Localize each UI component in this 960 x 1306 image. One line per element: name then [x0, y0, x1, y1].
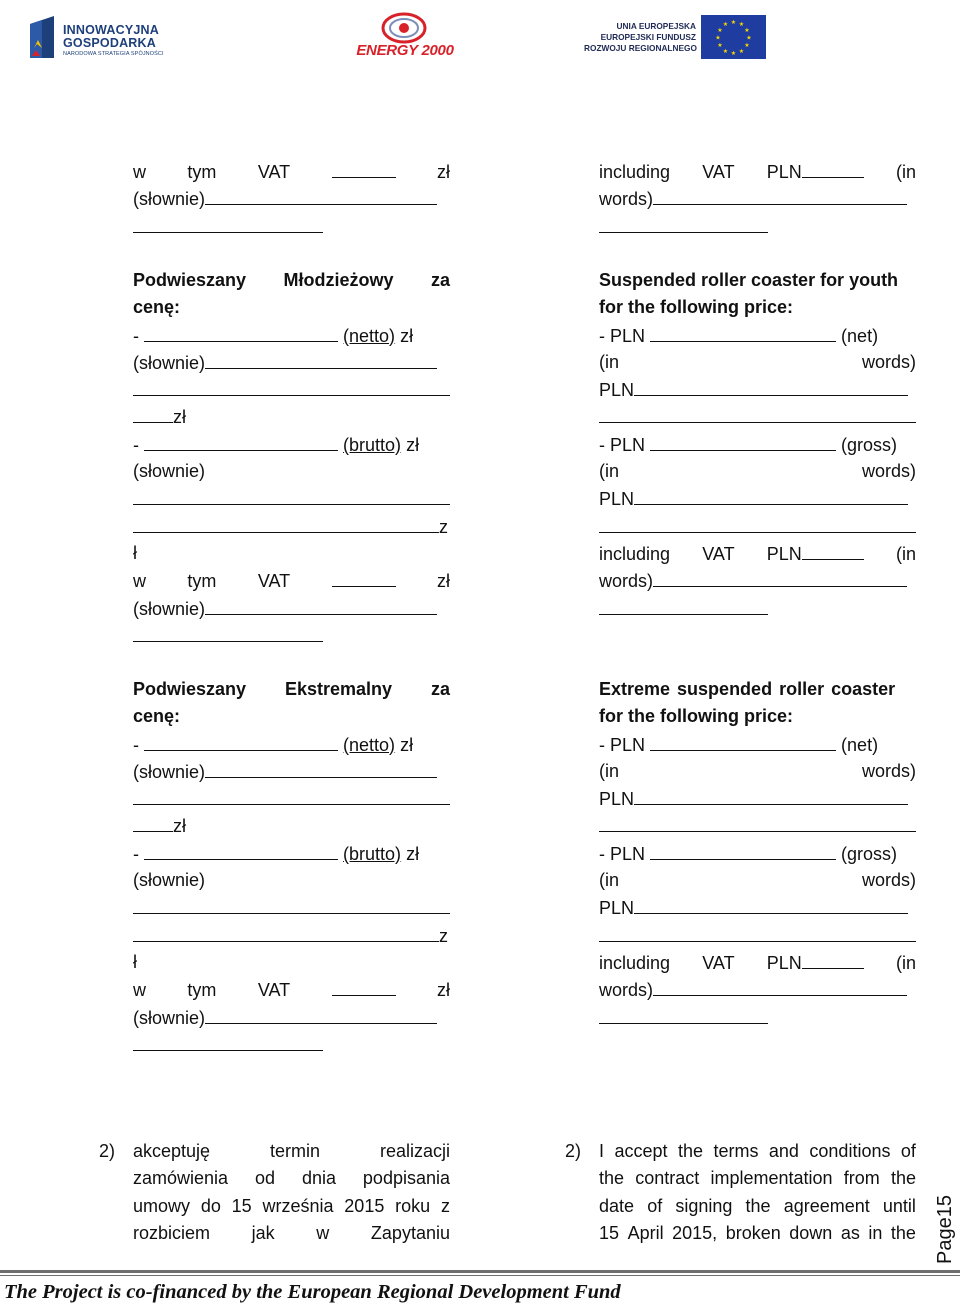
- svg-text:★: ★: [744, 27, 750, 34]
- zl-word: zł: [436, 980, 450, 1001]
- footer-funding-note: The Project is co-financed by the European Regional Development Fund: [4, 1281, 621, 1303]
- eu-flag-icon: [701, 15, 766, 59]
- footer-rule-thick: [0, 1270, 960, 1273]
- extreme-heading-line1: [599, 676, 916, 703]
- pln-word: PLN: [599, 789, 635, 810]
- text-word: terms: [713, 1141, 759, 1161]
- gross-label: (gross): [841, 843, 898, 864]
- text-word: signing: [675, 1195, 733, 1216]
- pln-word: PLN: [599, 380, 635, 401]
- slownie-label: (słownie): [133, 870, 206, 891]
- text-word: roku: [395, 1195, 431, 1216]
- heading-word: Ekstremalny: [284, 679, 393, 699]
- extreme-price-right: [599, 676, 916, 1031]
- zl-word: zł: [406, 843, 420, 864]
- l-letter: ł: [133, 951, 137, 972]
- youth-price-right: [599, 267, 916, 622]
- net-words-blank-cont[interactable]: [599, 812, 916, 832]
- slownie-label: (słownie): [133, 189, 206, 210]
- in-word: (in: [895, 952, 916, 973]
- vat-words-blank[interactable]: [653, 976, 907, 996]
- text-word: of: [647, 1195, 663, 1216]
- vat-words-blank-cont[interactable]: [599, 213, 768, 233]
- extreme-heading-text: Extreme suspended roller coaster: [599, 679, 896, 699]
- vat-words-blank-cont[interactable]: [133, 213, 323, 233]
- page-number-text: Page15: [934, 1195, 956, 1264]
- gross-amount-blank[interactable]: [650, 840, 836, 860]
- pln-prefix: - PLN: [599, 325, 646, 346]
- text-word: and: [768, 1141, 799, 1161]
- gross-words-blank-cont[interactable]: [599, 922, 916, 942]
- words-word: words): [861, 351, 916, 372]
- text-word: termin: [270, 1141, 321, 1161]
- vat-amount-blank[interactable]: [332, 976, 396, 996]
- vat-words-blank[interactable]: [205, 185, 437, 205]
- text-word: I: [599, 1141, 605, 1161]
- dash: -: [133, 734, 139, 755]
- text-word: the: [890, 1168, 916, 1189]
- pln-prefix: - PLN: [599, 434, 646, 455]
- svg-text:★: ★: [738, 21, 745, 28]
- svg-text:★: ★: [717, 27, 723, 34]
- eu-logo-text: [584, 21, 696, 54]
- heading-word: cenę:: [133, 297, 181, 318]
- text-word: 2015: [344, 1195, 385, 1216]
- w-word: w: [133, 571, 146, 592]
- z-letter: z: [439, 925, 448, 946]
- words-word: words): [861, 461, 916, 482]
- text-word: the: [890, 1222, 916, 1243]
- vat-words-blank[interactable]: [205, 595, 437, 615]
- tym-word: tym: [187, 162, 217, 182]
- text-word: contract: [635, 1168, 700, 1189]
- extreme-price-left: [133, 676, 450, 1058]
- item2-right: [565, 1138, 916, 1247]
- energy-ring-icon: [380, 12, 428, 44]
- text-word: conditions: [809, 1141, 891, 1161]
- text-word: of: [900, 1141, 916, 1161]
- eu-logo-line1: UNIA EUROPEJSKA: [616, 21, 696, 31]
- vat-words-blank[interactable]: [653, 185, 907, 205]
- gross-amount-blank[interactable]: [144, 840, 338, 860]
- gross-words-blank[interactable]: [133, 485, 450, 505]
- zl-word: zł: [436, 571, 450, 592]
- text-word: akceptuję: [133, 1141, 211, 1161]
- netto-label: (netto): [343, 734, 396, 755]
- svg-text:★: ★: [730, 19, 737, 26]
- gross-words-blank[interactable]: [634, 894, 908, 914]
- innowacyjna-gospodarka-logo: [28, 14, 168, 60]
- in-word: (in: [599, 351, 620, 372]
- youth-price-left: [133, 267, 450, 649]
- text-word: 15: [231, 1195, 252, 1216]
- text-word: dnia: [301, 1168, 336, 1189]
- pln-word: PLN: [766, 543, 802, 564]
- heading-word: za: [430, 679, 450, 699]
- net-words-blank-cont[interactable]: [133, 376, 450, 396]
- text-word: as: [840, 1222, 860, 1243]
- net-amount-blank[interactable]: [144, 731, 338, 751]
- text-word: the: [745, 1195, 771, 1216]
- net-words-blank[interactable]: [634, 785, 908, 805]
- zl-word: zł: [436, 162, 450, 182]
- vat-word: VAT: [257, 162, 291, 182]
- gross-amount-blank[interactable]: [650, 431, 836, 451]
- gross-words-blank[interactable]: [133, 894, 450, 914]
- top-vat-right: [599, 158, 916, 240]
- slownie-label: (słownie): [133, 761, 206, 782]
- w-word: w: [133, 980, 146, 1001]
- zl-word: zł: [400, 325, 414, 346]
- svg-text:★: ★: [730, 50, 737, 57]
- innowacyjna-gospodarka-emblem-icon: [28, 14, 56, 60]
- pln-word: PLN: [766, 952, 802, 973]
- heading-word: Młodzieżowy: [283, 270, 394, 290]
- including-word: including: [599, 952, 671, 973]
- logo-ig-line1: INNOWACYJNA: [63, 23, 159, 37]
- words-label: words): [599, 980, 654, 1001]
- text-word: do: [200, 1195, 221, 1216]
- vat-pln-blank[interactable]: [802, 949, 864, 969]
- text-word: broken: [725, 1222, 781, 1243]
- slownie-label: (słownie): [133, 598, 206, 619]
- youth-heading-line2: for the following price:: [599, 297, 793, 318]
- including-word: including: [599, 543, 671, 564]
- vat-pln-blank[interactable]: [802, 540, 864, 560]
- text-word: w: [316, 1222, 330, 1243]
- text-word: od: [254, 1168, 276, 1189]
- vat-pln-blank[interactable]: [802, 158, 864, 178]
- vat-words-blank-cont[interactable]: [133, 1031, 323, 1051]
- gross-label: (gross): [841, 434, 898, 455]
- text-word: Zapytaniu: [370, 1222, 450, 1243]
- words-word: words): [861, 760, 916, 781]
- top-vat-left: [133, 158, 450, 240]
- vat-words-blank-cont[interactable]: [599, 1004, 768, 1024]
- page-number: [924, 1196, 960, 1266]
- item-number: 2): [565, 1141, 582, 1161]
- text-word: 15: [599, 1222, 620, 1243]
- text-word: in: [868, 1222, 883, 1243]
- eu-logo-line2: EUROPEJSKI FUNDUSZ: [600, 32, 696, 42]
- net-words-blank[interactable]: [205, 758, 437, 778]
- pln-prefix: - PLN: [599, 843, 646, 864]
- in-word: (in: [599, 760, 620, 781]
- tym-word: tym: [187, 571, 217, 592]
- text-word: April: [627, 1222, 664, 1243]
- words-label: words): [599, 571, 654, 592]
- text-word: z: [440, 1195, 450, 1216]
- net-amount-blank[interactable]: [650, 731, 836, 751]
- text-word: date: [599, 1195, 635, 1216]
- text-word: down: [789, 1222, 833, 1243]
- net-label: (net): [841, 325, 879, 346]
- w-word: w: [133, 162, 146, 182]
- energy-2000-logo: [352, 12, 458, 60]
- text-word: from: [843, 1168, 880, 1189]
- heading-word: cenę:: [133, 706, 181, 727]
- in-word: (in: [599, 870, 620, 891]
- eu-fund-logo: [584, 14, 766, 60]
- gross-words-blank-cont[interactable]: [599, 513, 916, 533]
- text-word: agreement: [783, 1195, 870, 1216]
- net-amount-blank[interactable]: [650, 322, 836, 342]
- vat-amount-blank[interactable]: [332, 567, 396, 587]
- text-word: accept: [614, 1141, 668, 1161]
- zl-word: zł: [406, 434, 420, 455]
- svg-text:★: ★: [744, 42, 750, 49]
- slownie-label: (słownie): [133, 352, 206, 373]
- text-word: jak: [251, 1222, 275, 1243]
- logo-ig-line2: GOSPODARKA: [63, 36, 156, 50]
- text-word: implementation: [710, 1168, 833, 1189]
- text-word: realizacji: [379, 1141, 450, 1161]
- footer-rule-thin: [0, 1275, 960, 1276]
- net-words-blank-cont[interactable]: [599, 403, 916, 423]
- svg-text:★: ★: [746, 34, 752, 42]
- gross-amount-blank[interactable]: [144, 431, 338, 451]
- net-label: (net): [841, 734, 879, 755]
- pln-word: PLN: [766, 162, 802, 182]
- svg-text:★: ★: [722, 21, 729, 28]
- vat-words-blank[interactable]: [653, 567, 907, 587]
- heading-word: za: [430, 270, 450, 290]
- extreme-heading-line2: for the following price:: [599, 706, 793, 727]
- item-number: 2): [99, 1141, 116, 1161]
- zl-word: zł: [173, 816, 186, 837]
- vat-word: VAT: [702, 162, 735, 182]
- net-words-blank-end[interactable]: [133, 403, 173, 423]
- slownie-label: (słownie): [133, 461, 206, 482]
- pln-word: PLN: [599, 898, 635, 919]
- text-word: rozbiciem: [133, 1222, 211, 1243]
- heading-word: Podwieszany: [133, 270, 247, 290]
- in-word: (in: [599, 461, 620, 482]
- vat-words-blank-cont[interactable]: [133, 622, 323, 642]
- net-words-blank-end[interactable]: [133, 812, 173, 832]
- words-word: words): [861, 870, 916, 891]
- vat-amount-blank[interactable]: [332, 158, 396, 178]
- vat-words-blank-cont[interactable]: [599, 595, 768, 615]
- gross-words-blank-cont[interactable]: [133, 922, 439, 942]
- logo-ig-line3: NARODOWA STRATEGIA SPÓJNOŚCI: [63, 51, 164, 57]
- tym-word: tym: [187, 980, 217, 1001]
- heading-word: Podwieszany: [133, 679, 247, 699]
- text-word: września: [262, 1195, 334, 1216]
- in-word: (in: [895, 543, 916, 564]
- text-word: the: [677, 1141, 703, 1161]
- text-word: the: [599, 1168, 625, 1189]
- dash: -: [133, 434, 139, 455]
- vat-word: VAT: [257, 571, 291, 592]
- net-amount-blank[interactable]: [144, 322, 338, 342]
- text-word: zamówienia: [133, 1168, 229, 1189]
- dash: -: [133, 325, 139, 346]
- zl-word: zł: [173, 407, 186, 428]
- net-words-blank[interactable]: [634, 376, 908, 396]
- svg-text:★: ★: [722, 48, 729, 55]
- brutto-label: (brutto): [343, 434, 402, 455]
- item2-left: [99, 1138, 450, 1247]
- vat-words-blank[interactable]: [205, 1004, 437, 1024]
- net-words-blank-cont[interactable]: [133, 785, 450, 805]
- gross-words-blank[interactable]: [634, 485, 908, 505]
- text-word: until: [882, 1195, 916, 1216]
- youth-heading-line1: Suspended roller coaster for youth: [599, 270, 899, 290]
- vat-word: VAT: [702, 952, 735, 973]
- text-word: umowy: [133, 1195, 191, 1216]
- slownie-label: (słownie): [133, 1007, 206, 1028]
- svg-text:★: ★: [715, 34, 721, 42]
- pln-word: PLN: [599, 489, 635, 510]
- net-words-blank[interactable]: [205, 349, 437, 369]
- pln-prefix: - PLN: [599, 734, 646, 755]
- zl-word: zł: [400, 734, 414, 755]
- in-word: (in: [895, 162, 916, 182]
- l-letter: ł: [133, 542, 137, 563]
- svg-text:★: ★: [738, 48, 745, 55]
- energy-logo-text: ENERGY 2000: [356, 42, 454, 59]
- including-word: including: [599, 162, 671, 182]
- z-letter: z: [439, 516, 448, 537]
- gross-words-blank-cont[interactable]: [133, 513, 439, 533]
- svg-text:★: ★: [717, 42, 723, 49]
- text-word: podpisania: [362, 1168, 450, 1189]
- words-label: words): [599, 189, 654, 210]
- text-word: 2015,: [672, 1222, 718, 1243]
- vat-word: VAT: [702, 543, 735, 564]
- brutto-label: (brutto): [343, 843, 402, 864]
- vat-word: VAT: [257, 980, 291, 1001]
- eu-logo-line3: ROZWOJU REGIONALNEGO: [584, 43, 697, 53]
- dash: -: [133, 843, 139, 864]
- netto-label: (netto): [343, 325, 396, 346]
